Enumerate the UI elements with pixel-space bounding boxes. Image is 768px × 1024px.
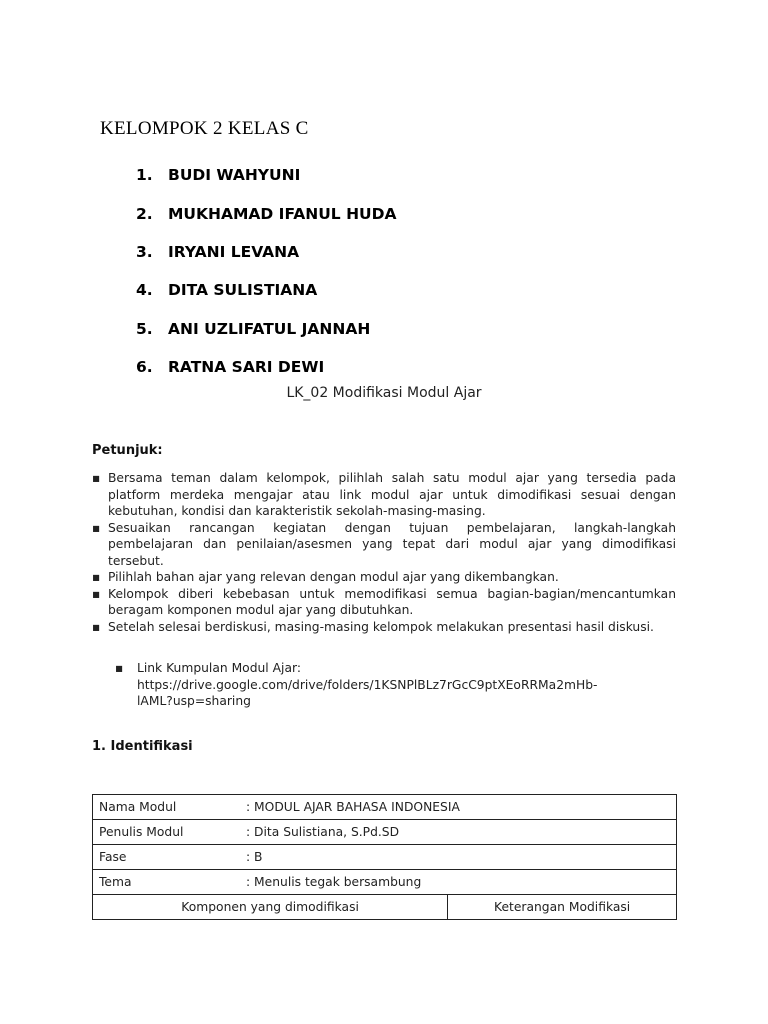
- member-number: 1.: [136, 166, 153, 185]
- table-header-row: [93, 895, 677, 920]
- identifikasi-heading: 1. Identifikasi: [92, 739, 193, 754]
- row-label: Tema: [93, 870, 241, 895]
- row-value: : MODUL AJAR BAHASA INDONESIA: [240, 795, 677, 820]
- member-name: RATNA SARI DEWI: [168, 358, 325, 377]
- link-label: Link Kumpulan Modul Ajar:: [137, 661, 301, 675]
- member-item: [136, 233, 397, 271]
- row-value: : Menulis tegak bersambung: [240, 870, 677, 895]
- column-header-description: Keterangan Modifikasi: [448, 895, 677, 920]
- member-name: ANI UZLIFATUL JANNAH: [168, 319, 371, 338]
- column-header-component: Komponen yang dimodifikasi: [93, 895, 448, 920]
- bullet-icon: ▪: [92, 570, 101, 584]
- table-row: [93, 845, 677, 870]
- member-number: 3.: [136, 242, 153, 261]
- member-number: 6.: [136, 358, 153, 377]
- member-item: [136, 194, 397, 232]
- member-name: DITA SULISTIANA: [168, 281, 318, 300]
- instruction-list: [92, 470, 676, 635]
- table-row: [93, 820, 677, 845]
- member-list: [136, 156, 397, 386]
- bullet-icon: ▪: [115, 661, 124, 675]
- member-number: 5.: [136, 319, 153, 338]
- group-title: KELOMPOK 2 KELAS C: [100, 118, 309, 139]
- member-name: IRYANI LEVANA: [168, 242, 300, 261]
- instruction-item: ▪ Pilihlah bahan ajar yang relevan dengan modul ajar yang dikembangkan.: [92, 570, 559, 584]
- instruction-item: ▪ Setelah selesai berdiskusi, masing-masing kelompok melakukan presentasi hasil diskusi.: [92, 619, 654, 634]
- member-item: [136, 310, 397, 348]
- identifikasi-table: [92, 794, 677, 920]
- member-item: [136, 271, 397, 309]
- instruction-item: ▪ Kelompok diberi kebebasan untuk memodifikasi semua bagian-bagian/mencantumkan beragam komponen modul ajar yang dibutuhkan.: [92, 586, 676, 617]
- link-block: [115, 660, 655, 710]
- table-row: [93, 795, 677, 820]
- table-row: [93, 870, 677, 895]
- bullet-icon: ▪: [92, 586, 101, 601]
- member-number: 4.: [136, 281, 153, 300]
- row-label: Nama Modul: [93, 795, 241, 820]
- row-label: Fase: [93, 845, 241, 870]
- member-number: 2.: [136, 204, 153, 223]
- bullet-icon: ▪: [92, 619, 101, 634]
- member-item: [136, 156, 397, 194]
- bullet-icon: ▪: [92, 520, 101, 535]
- drive-link[interactable]: https://drive.google.com/drive/folders/1KSNPlBLz7rGcC9ptXEoRRMa2mHb- lAML?usp=sharing: [137, 677, 598, 708]
- row-label: Penulis Modul: [93, 820, 241, 845]
- member-name: MUKHAMAD IFANUL HUDA: [168, 204, 397, 223]
- member-name: BUDI WAHYUNI: [168, 166, 301, 185]
- instruction-item: ▪ Sesuaikan rancangan kegiatan dengan tujuan pembelajaran, langkah-langkah pembelajaran dan penilaian/asesmen yang tepat dari modul ajar yang dimodifikasi tersebut.: [92, 520, 676, 568]
- row-value: : Dita Sulistiana, S.Pd.SD: [240, 820, 677, 845]
- document-title: LK_02 Modifikasi Modul Ajar: [286, 385, 482, 401]
- row-value: : B: [240, 845, 677, 870]
- bullet-icon: ▪: [92, 471, 101, 485]
- member-item: [136, 348, 397, 386]
- instruction-item: ▪ Bersama teman dalam kelompok, pilihlah salah satu modul ajar yang tersedia pada platform merdeka mengajar atau link modul ajar untuk dimodifikasi sesuai dengan kebutuhan, kondisi dan karakteristik sekolah-masing-masing.: [92, 471, 676, 518]
- petunjuk-heading: Petunjuk:: [92, 443, 163, 458]
